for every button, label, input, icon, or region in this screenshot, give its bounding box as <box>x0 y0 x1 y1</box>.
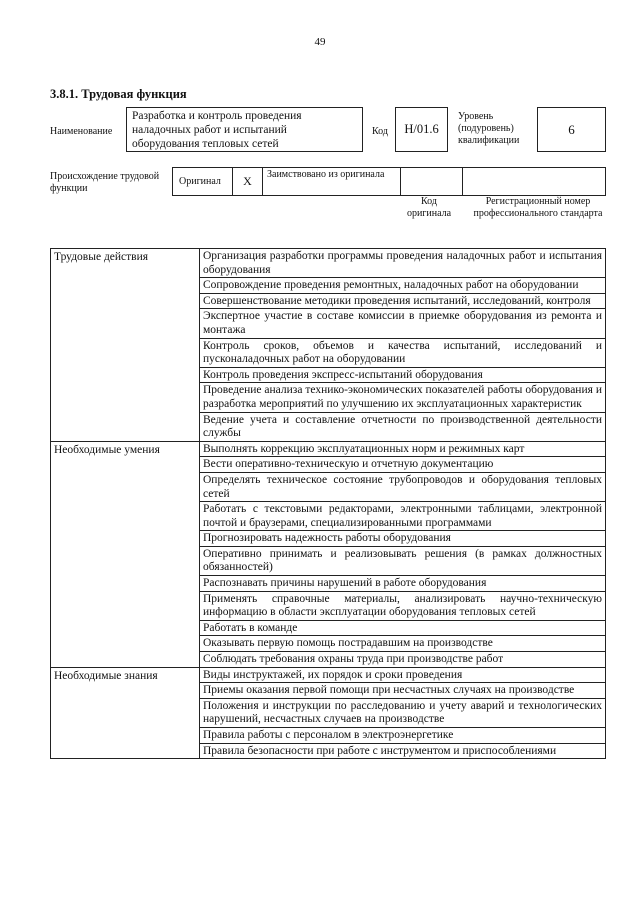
code-value-box: H/01.6 <box>395 107 448 152</box>
function-details-table <box>50 248 606 759</box>
group-item: Вести оперативно-техническую и отчетную документацию <box>200 457 606 473</box>
group-item: Приемы оказания первой помощи при несчастных случаях на производстве <box>200 683 606 699</box>
group-item: Оказывать первую помощь пострадавшим на производстве <box>200 636 606 652</box>
group-item: Сопровождение проведения ремонтных, наладочных работ на оборудовании <box>200 278 606 294</box>
origin-table <box>172 167 606 196</box>
group-item: Положения и инструкции по расследованию и учету аварий и технологических нарушений, несчастных случаев на производстве <box>200 698 606 727</box>
code-caption: Код оригинала <box>406 196 452 219</box>
origin-code-cell <box>401 168 463 195</box>
group-item: Правила работы с персоналом в электроэнергетике <box>200 728 606 744</box>
group-item: Ведение учета и составление отчетности по производственной деятельности службы <box>200 412 606 441</box>
group-item: Выполнять коррекцию эксплуатационных норм и режимных карт <box>200 441 606 457</box>
group-item: Работать с текстовыми редакторами, электронными таблицами, электронной почтой и браузерами, специализированными программами <box>200 502 606 531</box>
borrowed-cell: Заимствовано из оригинала <box>263 168 401 195</box>
group-title: Трудовые действия <box>51 249 200 442</box>
name-label: Наименование <box>50 126 113 137</box>
table-row <box>51 667 606 683</box>
group-item: Оперативно принимать и реализовывать решения (в рамках должностных обязанностей) <box>200 546 606 575</box>
group-item: Прогнозировать надежность работы оборудования <box>200 531 606 547</box>
group-item: Виды инструктажей, их порядок и сроки проведения <box>200 667 606 683</box>
group-item: Определять техническое состояние трубопроводов и оборудования тепловых сетей <box>200 472 606 501</box>
group-item: Контроль сроков, объемов и качества испытаний, исследований и пусконаладочных работ на оборудовании <box>200 338 606 367</box>
original-cell: Оригинал <box>173 168 233 195</box>
group-title: Необходимые знания <box>51 667 200 759</box>
level-value-box: 6 <box>537 107 606 152</box>
group-item: Распознавать причины нарушений в работе оборудования <box>200 576 606 592</box>
page-number: 49 <box>314 36 326 48</box>
reg-caption: Регистрационный номер профессионального стандарта <box>473 196 603 219</box>
function-name-box: Разработка и контроль проведения наладочных работ и испытаний оборудования тепловых сетей <box>126 107 363 152</box>
code-label: Код <box>372 126 388 137</box>
group-item: Работать в команде <box>200 620 606 636</box>
group-item: Организация разработки программы проведения наладочных работ и испытания оборудования <box>200 249 606 278</box>
table-row <box>51 441 606 457</box>
section-title: 3.8.1. Трудовая функция <box>50 87 187 101</box>
level-label: Уровень (подуровень) квалификации <box>458 111 520 146</box>
group-item: Экспертное участие в составе комиссии в приемке оборудования из ремонта и монтажа <box>200 309 606 338</box>
group-item: Совершенствование методики проведения испытаний, исследований, контроля <box>200 293 606 309</box>
origin-label: Происхождение трудовой функции <box>50 171 160 194</box>
group-item: Соблюдать требования охраны труда при производстве работ <box>200 652 606 668</box>
group-item: Контроль проведения экспресс-испытаний оборудования <box>200 367 606 383</box>
group-item: Применять справочные материалы, анализировать научно-техническую информацию в области эксплуатации оборудования тепловых сетей <box>200 591 606 620</box>
table-row <box>51 249 606 278</box>
group-item: Проведение анализа технико-экономических показателей работы оборудования и разработка мероприятий по улучшению их эксплуатационных характеристик <box>200 383 606 412</box>
registration-number-cell <box>463 168 605 195</box>
original-mark: X <box>233 168 263 195</box>
group-item: Правила безопасности при работе с инструментом и приспособлениями <box>200 743 606 759</box>
group-title: Необходимые умения <box>51 441 200 667</box>
